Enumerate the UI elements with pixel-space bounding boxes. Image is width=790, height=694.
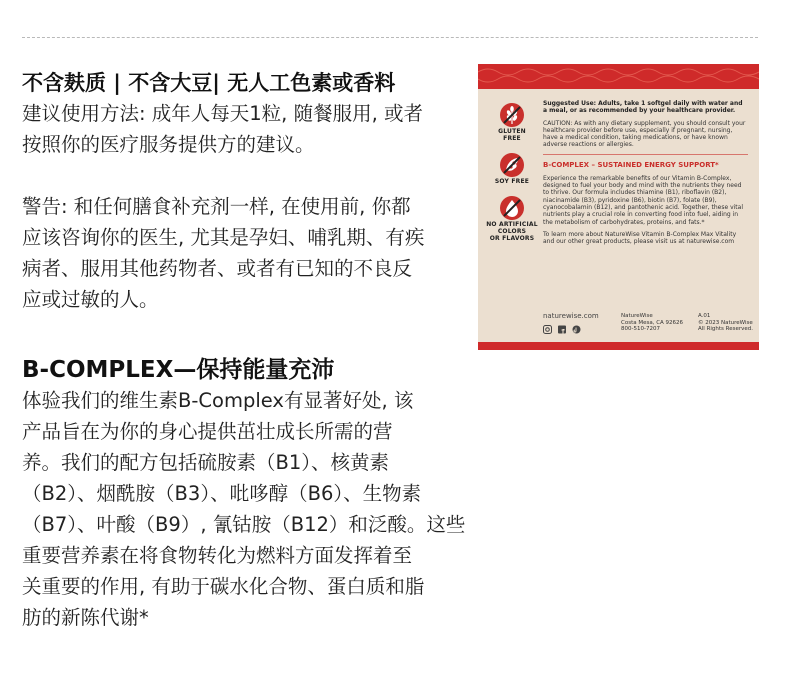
gluten-free-badge [486, 102, 538, 142]
bcomplex-line-6: 重要营养素在将食物转化为燃料方面发挥着至 [22, 544, 413, 567]
or-flavors-label: OR FLAVORS [489, 235, 535, 242]
bcomplex-line-1: 体验我们的维生素B-Complex有显著好处, 该 [22, 389, 414, 412]
bcomplex-line-8: 肪的新陈代谢* [22, 606, 149, 629]
soy-free-icon [499, 152, 525, 178]
warning-line-1: 警告: 和任何膳食补充剂一样, 在使用前, 你都 [22, 195, 411, 218]
warning-line-3: 病者、服用其他药物者、或者有已知的不良反 [22, 257, 413, 280]
label-divider [543, 154, 748, 155]
free-from-heading: 不含麸质 | 不含大豆| 无人工色素或香料 [22, 71, 396, 95]
company-name: NatureWise [621, 313, 653, 319]
warning-line-2: 应该咨询你的医生, 尤其是孕妇、哺乳期、有疾 [22, 226, 425, 249]
label-bcomplex-body: Experience the remarkable benefits of our Vitamin B-Complex, designed to fuel your body and mind with the nutrients they need to thrive. Our formula includes thiamine (B1), riboflavin (B2), niacinamide (B3), pyridoxine (B6), biotin (B7), folate (B9), cyanocobalamin (B12), and pantothenic acid. Together, these vital nutrients play a crucial role in converting food into fuel, aiding in the metabolism of carbohydrates, proteins, and fats.* [543, 174, 743, 226]
label-copyright: © 2023 NatureWise [698, 319, 753, 326]
bcomplex-line-3: 养。我们的配方包括硫胺素（B1）、核黄素 [22, 451, 390, 474]
gluten-label: GLUTEN [498, 128, 526, 135]
label-website: naturewise.com [543, 312, 599, 320]
facebook-icon [558, 326, 566, 334]
label-learn-more: To learn more about NatureWise Vitamin B-Complex Max Vitality and our other great products, please visit us at naturewise.com [543, 230, 737, 246]
label-company [621, 313, 691, 333]
usage-line-1: 建议使用方法: 成年人每天1粒, 随餐服用, 或者 [22, 102, 423, 125]
no-artificial-badge [486, 195, 538, 242]
product-label-image [478, 64, 759, 350]
tiktok-icon [573, 326, 581, 334]
company-address: Costa Mesa, CA 92626 [621, 319, 684, 326]
label-suggested-use: Suggested Use: Adults, take 1 softgel daily with water and a meal, or as recommended by your healthcare provider. [543, 100, 743, 115]
no-artificial-icon [499, 195, 525, 221]
bcomplex-line-7: 关重要的作用, 有助于碳水化合物、蛋白质和脂 [22, 575, 425, 598]
colors-label: COLORS [497, 228, 527, 235]
label-caution: CAUTION: As with any dietary supplement, you should consult your healthcare provider before use, especially if pregnant, nursing, have a medical condition, taking medications, or have known adverse reactions or allergies. [543, 119, 746, 149]
label-red-band-bottom [478, 342, 759, 350]
bcomplex-heading: B-COMPLEX—保持能量充沛 [22, 357, 335, 383]
label-codes [698, 313, 758, 333]
label-rights: All Rights Reserved. [698, 326, 754, 332]
usage-line-2: 按照你的医疗服务提供方的建议。 [22, 133, 315, 156]
bcomplex-line-4: （B2）、烟酰胺（B3）、吡哆醇（B6）、生物素 [22, 482, 422, 505]
label-bcomplex-title: B-COMPLEX – SUSTAINED ENERGY SUPPORT* [543, 160, 719, 169]
gluten-free-icon [499, 102, 525, 128]
soy-free-badge [486, 152, 538, 185]
description-column [22, 68, 467, 633]
company-phone: 800-510-7207 [621, 326, 660, 332]
instagram-icon [544, 326, 552, 334]
label-text-block [543, 100, 748, 250]
top-divider [22, 37, 758, 38]
warning-line-4: 应或过敏的人。 [22, 288, 159, 311]
bcomplex-line-2: 产品旨在为你的身心提供茁壮成长所需的营 [22, 420, 393, 443]
no-artificial-label: NO ARTIFICIAL [486, 221, 538, 228]
label-code: A.01 [698, 313, 711, 319]
free-label: FREE [503, 135, 521, 142]
label-red-band [478, 64, 759, 89]
social-icons [543, 325, 593, 337]
soy-free-label: SOY FREE [494, 178, 530, 185]
bcomplex-line-5: （B7）、叶酸（B9）, 氰钴胺（B12）和泛酸。这些 [22, 513, 466, 536]
